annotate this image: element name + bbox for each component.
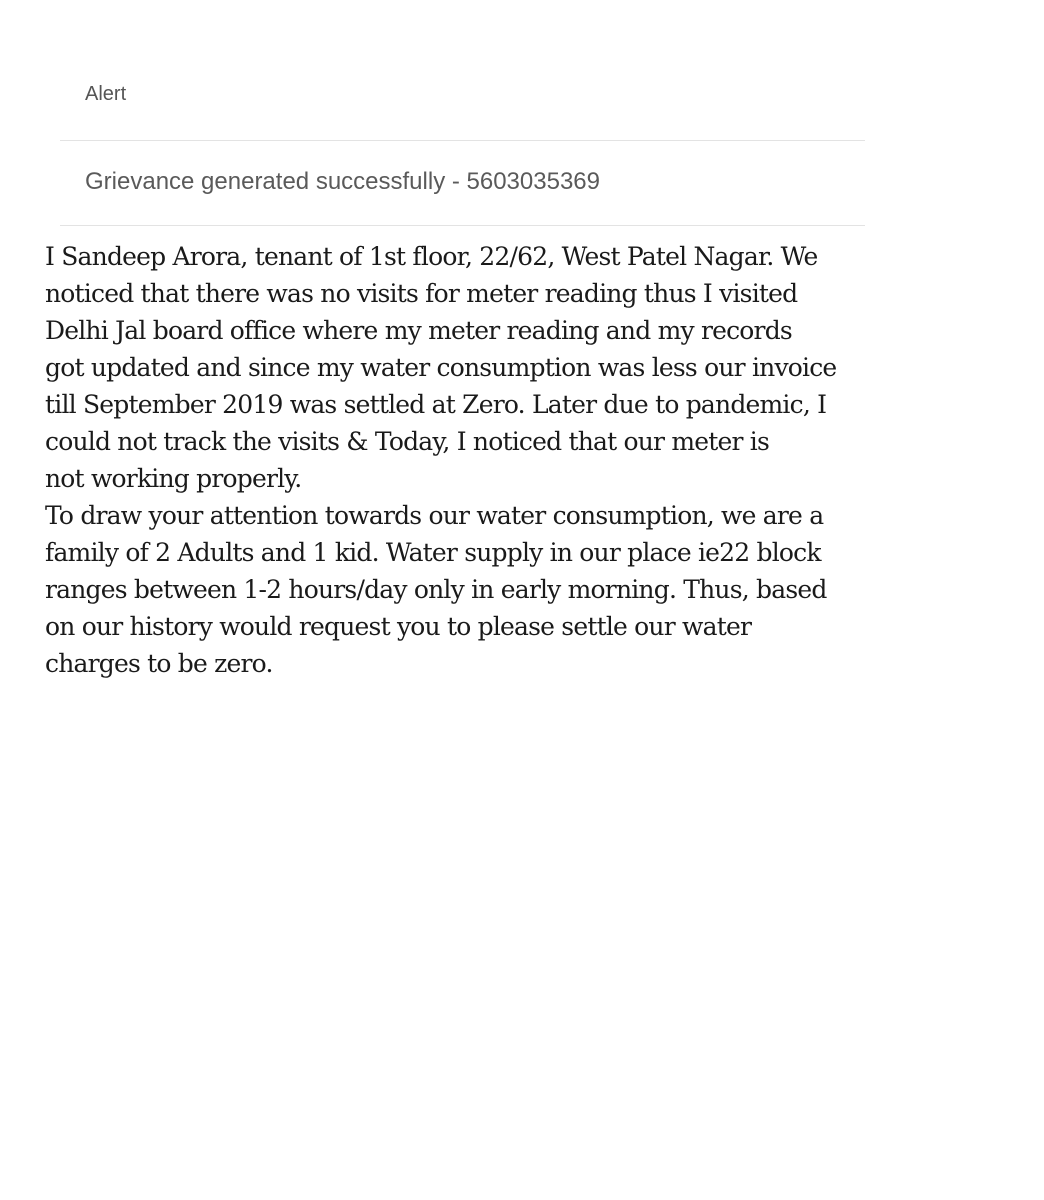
letter-paragraph-2: To draw your attention towards our water consumption, we are a family of 2 Adults and 1 kid. Water supply in our place ie22 block ranges between 1-2 hours/day only in early morning. Thus, based on our history would request you to please settle our water charges to be zero. — [45, 501, 827, 678]
alert-divider-bottom — [60, 225, 865, 226]
alert-divider-top — [60, 140, 865, 141]
alert-message: Grievance generated successfully - 5603035369 — [85, 168, 600, 195]
letter-paragraph-1: I Sandeep Arora, tenant of 1st floor, 22/62, West Patel Nagar. We noticed that there was no visits for meter reading thus I visited Delhi Jal board office where my meter reading and my records got updated and since my water consumption was less our invoice till September 2019 was settled at Zero. Later due to pandemic, I could not track the visits & Today, I noticed that our meter is not working properly. — [45, 242, 837, 493]
alert-dialog — [60, 55, 865, 227]
grievance-letter — [45, 238, 945, 682]
alert-title: Alert — [85, 83, 127, 105]
